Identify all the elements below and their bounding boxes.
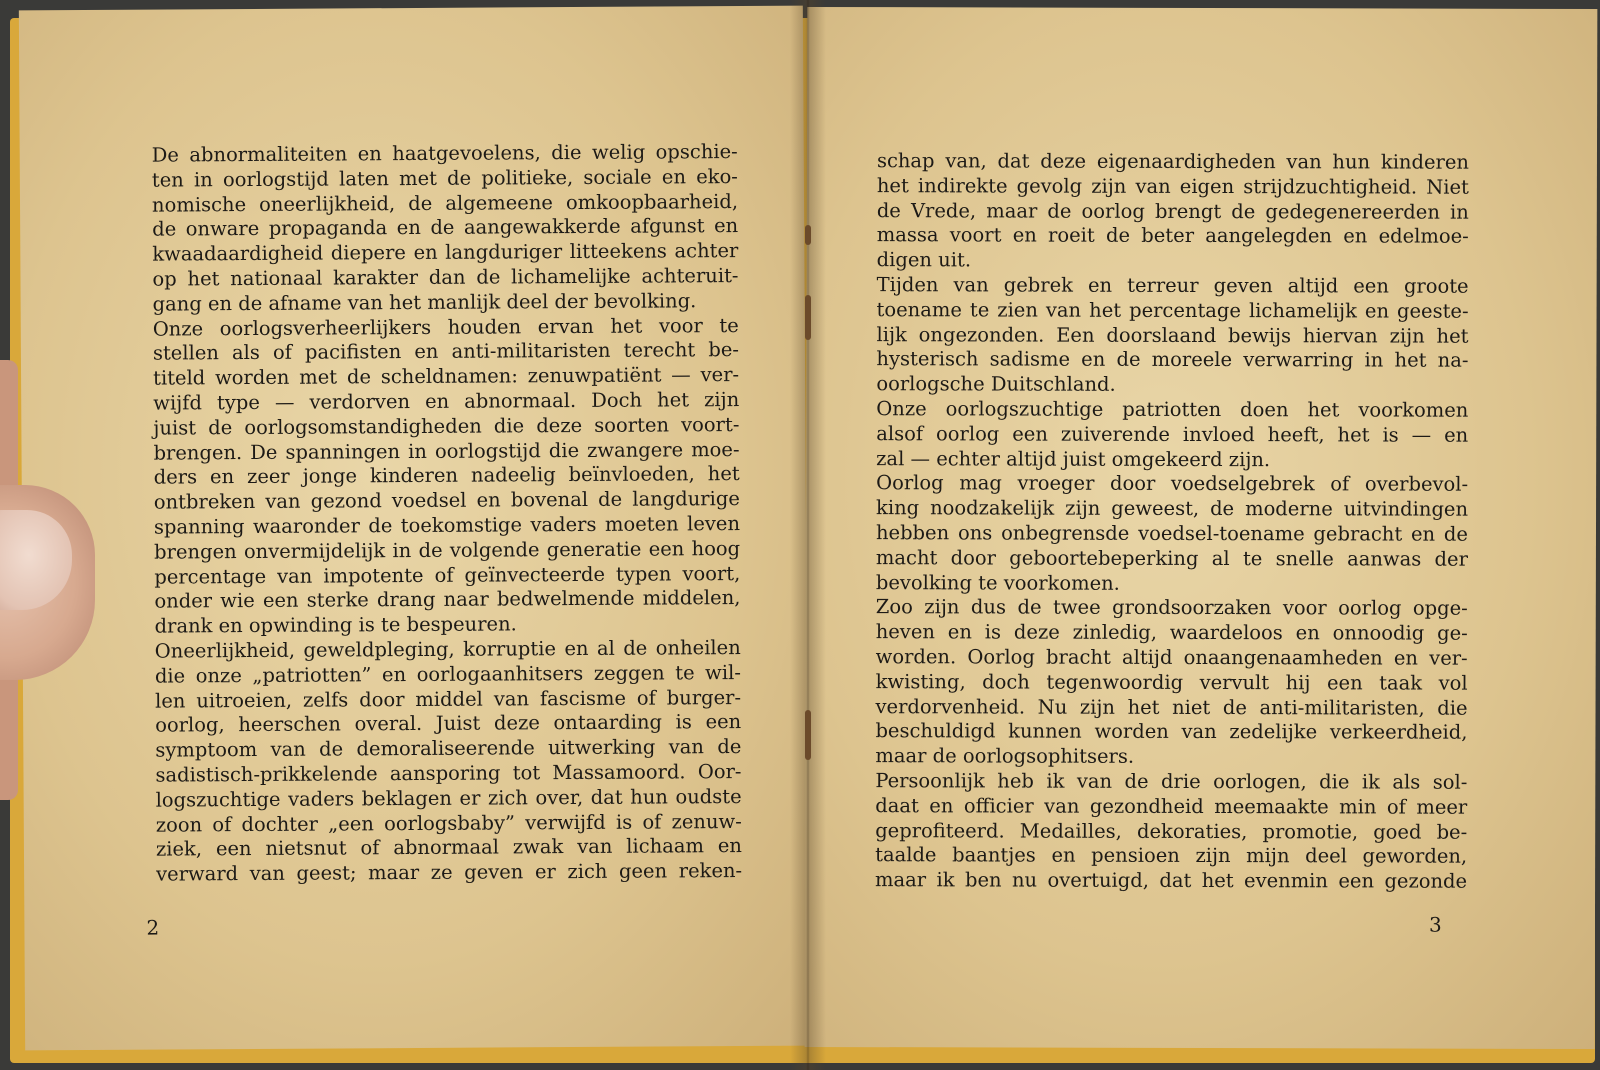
text-line: bevolking te voorkomen. <box>875 570 1120 595</box>
text-line: len uitroeien, zelfs door middel van fascisme of burger- <box>154 685 742 713</box>
text-line: Onze oorlogsverheerlijkers houden ervan het voor te <box>152 313 739 341</box>
left-page <box>19 6 809 1051</box>
text-line: gang en de afname van het manlijk deel der bevolking. <box>152 289 697 316</box>
text-line: het indirekte gevolg zijn van eigen strijdzuchtigheid. Niet <box>876 173 1469 199</box>
text-line: Onze oorlogszuchtige patriotten doen het voorkomen <box>876 397 1469 422</box>
text-line: ontbreken van gezond voedsel en bovenal de langdurige <box>153 487 740 514</box>
text-line: drank en opwinding is te bespeuren. <box>154 612 517 638</box>
text-line: Tijden van gebrek en terreur geven altijd een groote <box>876 273 1469 298</box>
text-line: onder wie een sterke drang naar bedwelmende middelen, <box>154 586 741 613</box>
text-line: ders en zeer jonge kinderen nadeelig beïnvloeden, het <box>153 462 740 489</box>
text-line: titeld worden met de scheldnamen: zenuwpatiënt — ver- <box>153 363 740 390</box>
text-line: maar de oorlogsophitsers. <box>875 744 1135 768</box>
text-line: brengen. De spanningen in oorlogstijd die zwangere moe- <box>153 437 740 465</box>
text-line: wijfd type — verdorven en abnormaal. Doch het zijn <box>153 387 740 415</box>
text-line: hysterisch sadisme en de moreele verwarring in het na- <box>876 347 1469 373</box>
text-line: de onware propaganda en de aangewakkerde afgunst en <box>152 214 739 241</box>
text-line: digen uit. <box>876 248 972 272</box>
text-line: Oneerlijkheid, geweldpleging, korruptie en al de onheilen <box>154 635 741 663</box>
text-line: spanning waaronder de toekomstige vaders moeten leven <box>153 511 741 539</box>
text-line: brengen onvermijdelijk in de volgende generatie een hoog <box>154 536 741 564</box>
text-line: maar ik ben nu overtuigd, dat het evenmin een gezonde <box>875 868 1468 893</box>
text-line: symptoom van de demoraliseerende uitwerking van de <box>155 735 742 762</box>
text-line: die onze „patriotten” en oorlogaanhitsers zeggen te wil- <box>154 660 741 688</box>
text-line: macht door geboortebeperking al te snelle aanwas der <box>875 545 1468 571</box>
text-line: oorlogsche Duitschland. <box>876 372 1116 396</box>
text-line: toename te zien van het percentage lichamelijk en geeste- <box>876 297 1469 323</box>
text-line: worden. Oorlog bracht altijd onaangenaamheden en ver- <box>875 645 1468 670</box>
text-line: zoon of dochter „een oorlogsbaby” verwijfd is of zenuw- <box>155 809 742 837</box>
text-line: kwaadaardigheid diepere en langduriger litteekens achter <box>152 239 739 266</box>
binding-staple <box>805 710 811 760</box>
text-line: op het nationaal karakter dan de lichamelijke achteruit- <box>152 263 739 291</box>
text-line: hebben ons onbegrensde voedsel-toename gebracht en de <box>875 521 1469 546</box>
text-line: schap van, dat deze eigenaardigheden van hun kinderen <box>876 149 1469 174</box>
right-page-text <box>875 149 1469 894</box>
text-line: juist de oorlogsomstandigheden die deze soorten voort- <box>153 412 740 440</box>
text-line: daat en officier van gezondheid meemaakte min of meer <box>875 793 1468 819</box>
text-line: verdorvenheid. Nu zijn het niet de anti-militaristen, die <box>875 694 1468 720</box>
text-line: geprofiteerd. Medailles, dekoraties, promotie, goed be- <box>875 818 1468 844</box>
text-line: oorlog, heerschen overal. Juist deze ontaarding is een <box>155 710 742 737</box>
text-line: logszuchtige vaders beklagen er zich over, dat hun oudste <box>155 784 742 812</box>
binding-staple <box>805 225 811 245</box>
text-line: Oorlog mag vroeger door voedselgebrek of overbevol- <box>876 471 1469 497</box>
text-line: verward van geest; maar ze geven er zich geen reken- <box>156 859 743 886</box>
text-line: de Vrede, maar de oorlog brengt de gedegenereerden in <box>876 198 1469 224</box>
page-number-right: 3 <box>1428 912 1442 937</box>
text-line: ziek, een nietsnut of abnormaal zwak van lichaam en <box>155 834 743 861</box>
binding-staple <box>805 295 811 340</box>
text-line: heven en is deze zinledig, waardeloos en onnoodig ge- <box>875 620 1468 645</box>
text-line: De abnormaliteiten en haatgevoelens, die welig opschie- <box>151 140 738 167</box>
page-number-left: 2 <box>146 915 160 940</box>
text-line: ten in oorlogstijd laten met de politieke, sociale en eko- <box>151 164 738 192</box>
text-line: king noodzakelijk zijn geweest, de moderne uitvindingen <box>876 496 1469 521</box>
text-line: percentage van impotente of geïnvecteerde typen voort, <box>154 561 741 589</box>
text-line: Persoonlijk heb ik van de drie oorlogen, die ik als sol- <box>875 769 1468 794</box>
text-line: Zoo zijn dus de twee grondsoorzaken voor oorlog opge- <box>875 595 1468 621</box>
text-line: alsof oorlog een zuiverende invloed heeft, het is — en <box>876 421 1469 447</box>
right-page <box>805 7 1598 1049</box>
text-line: stellen als of pacifisten en anti-militaristen terecht be- <box>152 338 739 365</box>
text-line: beschuldigd kunnen worden van zedelijke verkeerdheid, <box>875 719 1468 745</box>
left-page-text <box>152 140 743 887</box>
text-line: massa voort en roeit de beter aangelegden en edelmoe- <box>876 223 1469 249</box>
text-line: sadistisch-prikkelende aansporing tot Massamoord. Oor- <box>155 759 742 787</box>
text-line: nomische oneerlijkheid, de algemeene omkoopbaarheid, <box>151 189 739 217</box>
text-line: kwisting, doch tegenwoordig vervult hij een taak vol <box>875 669 1468 695</box>
text-line: taalde baantjes en pensioen zijn mijn deel geworden, <box>875 843 1468 869</box>
text-line: lijk ongezonden. Een doorslaand bewijs hiervan zijn het <box>876 322 1469 348</box>
text-line: zal — echter altijd juist omgekeerd zijn. <box>876 446 1271 471</box>
